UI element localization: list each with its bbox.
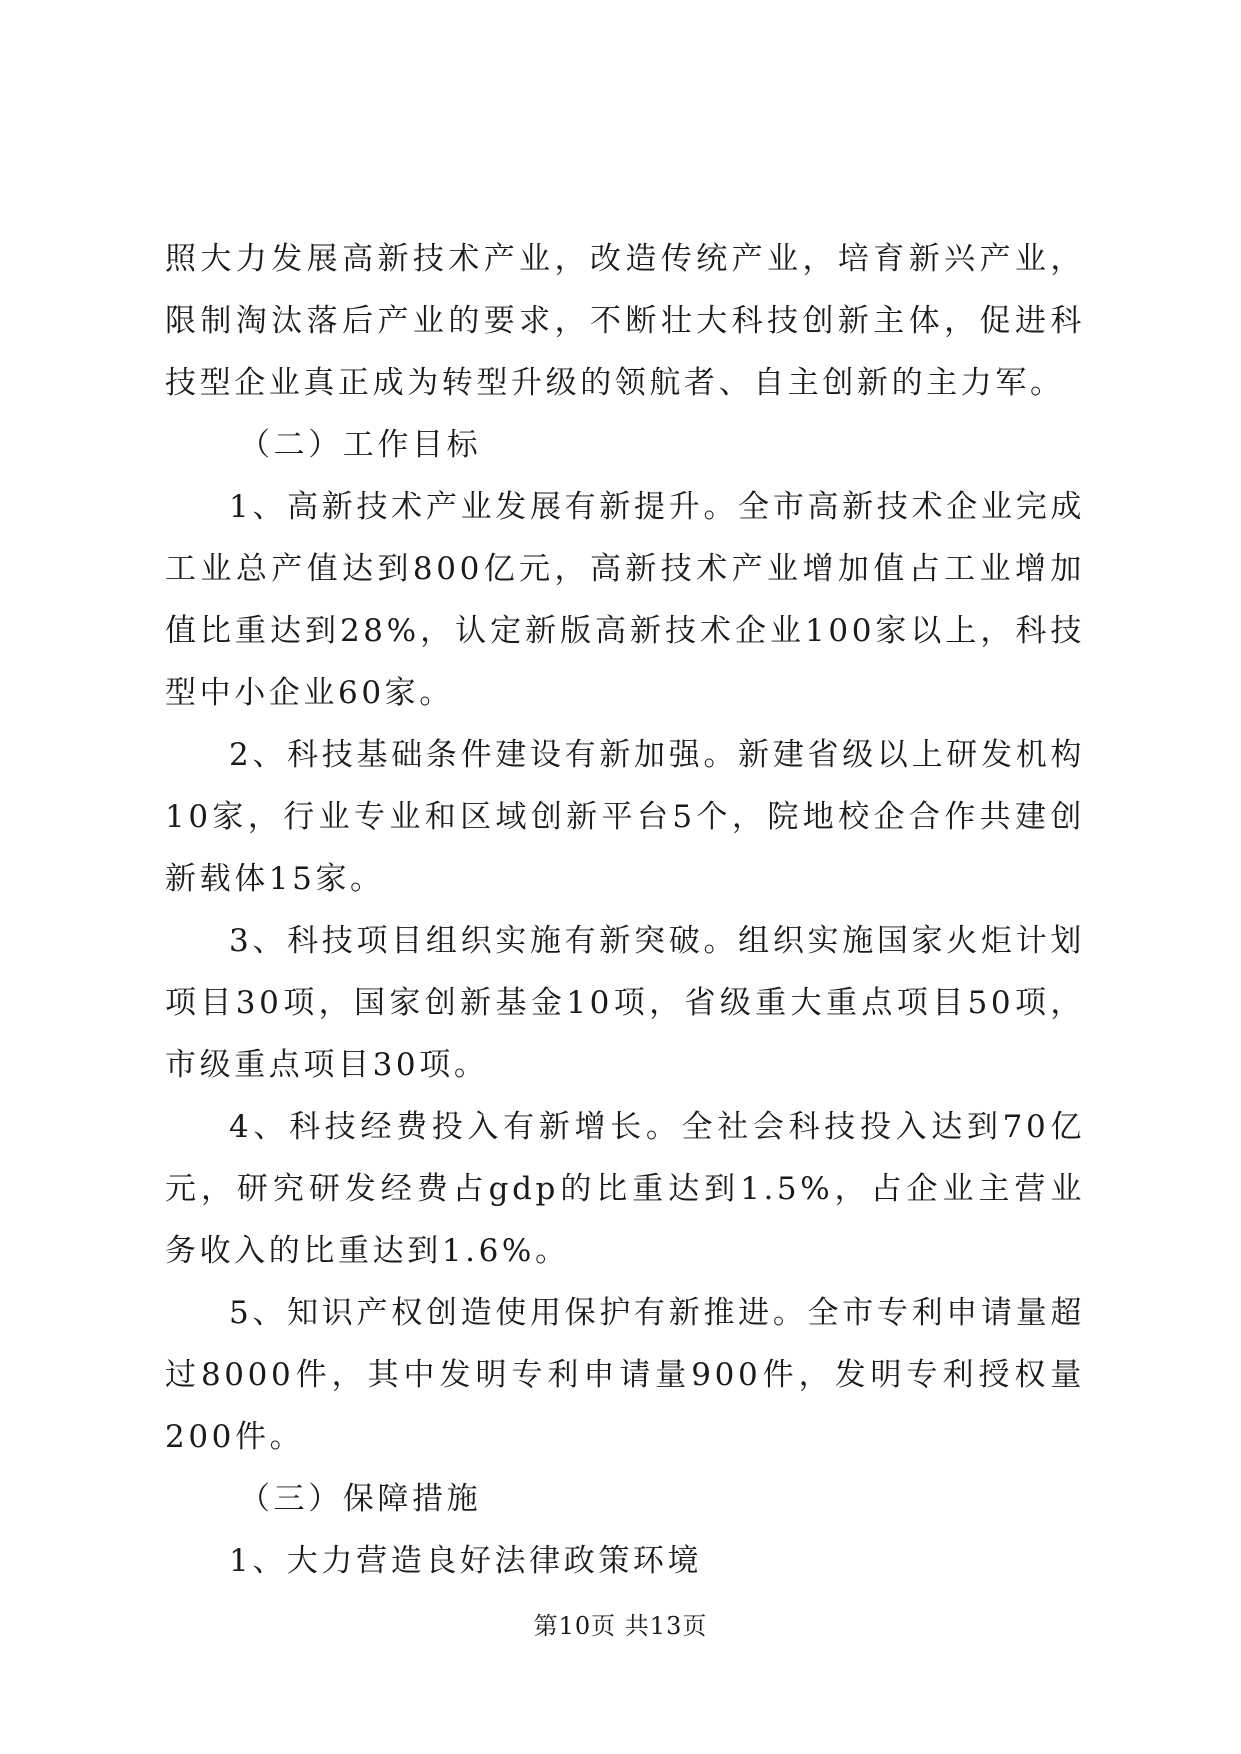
paragraph-safeguard-1: 1、大力营造良好法律政策环境 <box>229 1543 703 1579</box>
document-body <box>165 228 1085 1592</box>
paragraph-intro: 照大力发展高新技术产业，改造传统产业，培育新兴产业，限制淘汰落后产业的要求，不断壮大科技创新主体，促进科技型企业真正成为转型升级的领航者、自主创新的主力军。 <box>165 241 1085 401</box>
paragraph-goal-1: 1、高新技术产业发展有新提升。全市高新技术企业完成工业总产值达到800亿元，高新技术产业增加值占工业增加值比重达到28%，认定新版高新技术企业100家以上，科技型中小企业60家。 <box>165 489 1085 711</box>
section-heading-work-goals: （二）工作目标 <box>239 427 482 463</box>
paragraph-goal-3: 3、科技项目组织实施有新突破。组织实施国家火炬计划项目30项，国家创新基金10项，省级重大重点项目50项，市级重点项目30项。 <box>165 923 1085 1083</box>
page-number-footer: 第10页 共13页 <box>533 1612 708 1640</box>
paragraph-goal-2: 2、科技基础条件建设有新加强。新建省级以上研发机构10家，行业专业和区域创新平台5个，院地校企合作共建创新载体15家。 <box>165 737 1085 897</box>
section-heading-safeguards: （三）保障措施 <box>239 1481 482 1517</box>
paragraph-goal-5: 5、知识产权创造使用保护有新推进。全市专利申请量超过8000件，其中发明专利申请量900件，发明专利授权量200件。 <box>165 1295 1085 1455</box>
paragraph-goal-4: 4、科技经费投入有新增长。全社会科技投入达到70亿元，研究研发经费占gdp的比重达到1.5%，占企业主营业务收入的比重达到1.6%。 <box>165 1109 1085 1269</box>
